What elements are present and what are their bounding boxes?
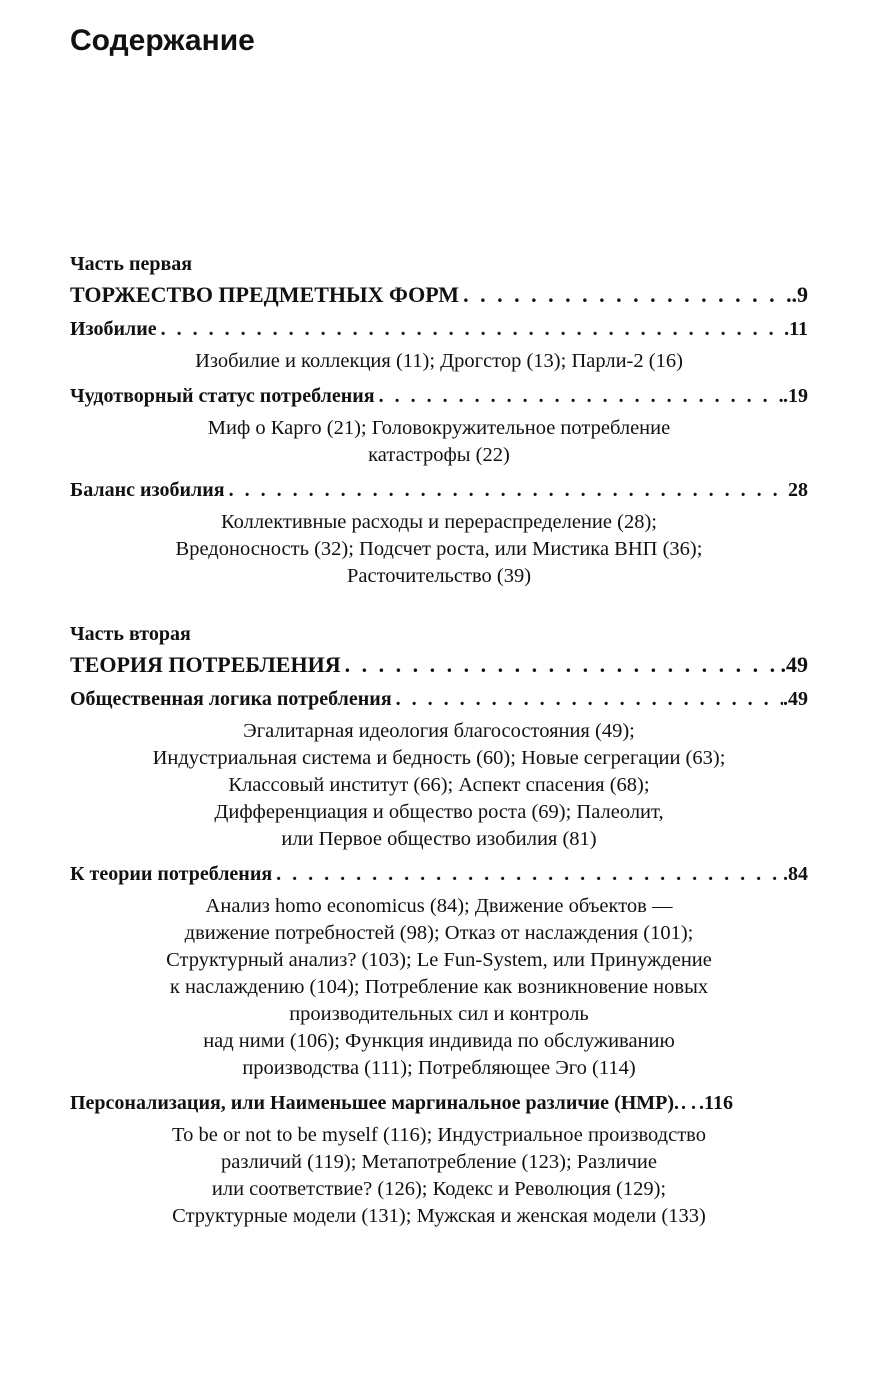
subsection-line: движение потребностей (98); Отказ от наслаждения (101); bbox=[184, 922, 694, 944]
chapter-title: Изобилие bbox=[70, 318, 157, 340]
chapter-subsections bbox=[70, 1122, 808, 1230]
chapter-entry bbox=[70, 312, 808, 346]
subsection-line: Структурные модели (131); Мужская и женская модели (133) bbox=[172, 1205, 706, 1227]
subsection-line: Расточительство (39) bbox=[346, 565, 532, 587]
dot-leader bbox=[341, 648, 781, 682]
subsection-line: Индустриальная система и бедность (60); Новые сегрегации (63); bbox=[152, 747, 726, 769]
dot-leader bbox=[679, 1086, 699, 1120]
chapter-subsections bbox=[70, 509, 808, 590]
dot-leader bbox=[375, 379, 783, 413]
subsection-line: производительных сил и контроль bbox=[289, 1003, 589, 1025]
subsection-line: Структурный анализ? (103); Le Fun-System, или Принуждение bbox=[166, 949, 712, 971]
part-label: Часть первая bbox=[70, 253, 193, 275]
page-number: .19 bbox=[783, 385, 808, 407]
chapter-entry bbox=[70, 379, 808, 413]
chapter-subsections bbox=[70, 718, 808, 853]
chapter-title: К теории потребления bbox=[70, 863, 273, 885]
part-title: ТЕОРИЯ ПОТРЕБЛЕНИЯ bbox=[70, 652, 341, 677]
chapter-entry bbox=[70, 857, 808, 891]
chapter-entry bbox=[70, 473, 808, 507]
page-number: .84 bbox=[783, 863, 808, 885]
chapter-entry bbox=[70, 682, 808, 716]
subsection-line: Эгалитарная идеология благосостояния (49); bbox=[243, 720, 635, 742]
subsection-line: или соответствие? (126); Кодекс и Революция (129); bbox=[211, 1178, 667, 1200]
dot-leader bbox=[225, 473, 788, 507]
page-title: Содержание bbox=[70, 24, 255, 57]
page-number: .49 bbox=[780, 652, 808, 677]
part-label: Часть вторая bbox=[70, 623, 191, 645]
subsection-line: Изобилие и коллекция (11); Дрогстор (13); Парли-2 (16) bbox=[195, 350, 683, 372]
chapter-title: Персонализация, или Наименьшее маргинальное различие (НМР). bbox=[70, 1092, 680, 1114]
subsection-line: Анализ homo economicus (84); Движение объектов — bbox=[205, 895, 673, 917]
part-1 bbox=[70, 250, 808, 590]
dot-leader bbox=[459, 278, 791, 312]
dot-leader bbox=[392, 682, 783, 716]
chapter-subsections bbox=[70, 893, 808, 1082]
subsection-line: Миф о Карго (21); Головокружительное потребление bbox=[207, 417, 671, 439]
page-number: .9 bbox=[791, 282, 808, 307]
page-number: .116 bbox=[699, 1092, 733, 1114]
subsection-line: к наслаждению (104); Потребление как возникновение новых bbox=[169, 976, 709, 998]
dot-leader bbox=[272, 857, 783, 891]
page-number: 28 bbox=[788, 479, 808, 501]
chapter-title: Чудотворный статус потребления bbox=[70, 385, 375, 407]
part-title-entry bbox=[70, 278, 808, 312]
page-number: .11 bbox=[784, 318, 808, 340]
part-title-entry bbox=[70, 648, 808, 682]
part-2 bbox=[70, 620, 808, 1230]
subsection-line: Классовый институт (66); Аспект спасения (68); bbox=[228, 774, 650, 796]
subsection-line: производства (111); Потребляющее Эго (114) bbox=[242, 1057, 636, 1079]
chapter-subsections bbox=[70, 348, 808, 375]
subsection-line: Дифференциация и общество роста (69); Палеолит, bbox=[214, 801, 664, 823]
subsection-line: To be or not to be myself (116); Индустриальное производство bbox=[172, 1124, 706, 1146]
subsection-line: Вредоносность (32); Подсчет роста, или Мистика ВНП (36); bbox=[175, 538, 703, 560]
dot-leader bbox=[157, 312, 784, 346]
subsection-line: над ними (106); Функция индивида по обслуживанию bbox=[203, 1030, 675, 1052]
chapter-title: Баланс изобилия bbox=[70, 479, 225, 501]
page-number: .49 bbox=[783, 688, 808, 710]
subsection-line: различий (119); Метапотребление (123); Различие bbox=[221, 1151, 657, 1173]
subsection-line: катастрофы (22) bbox=[368, 444, 510, 466]
part-title: ТОРЖЕСТВО ПРЕДМЕТНЫХ ФОРМ bbox=[70, 282, 460, 307]
chapter-title: Общественная логика потребления bbox=[70, 688, 392, 710]
table-of-contents bbox=[70, 250, 808, 1234]
subsection-line: Коллективные расходы и перераспределение (28); bbox=[221, 511, 657, 533]
chapter-subsections bbox=[70, 415, 808, 469]
subsection-line: или Первое общество изобилия (81) bbox=[281, 828, 597, 850]
chapter-entry bbox=[70, 1086, 808, 1120]
